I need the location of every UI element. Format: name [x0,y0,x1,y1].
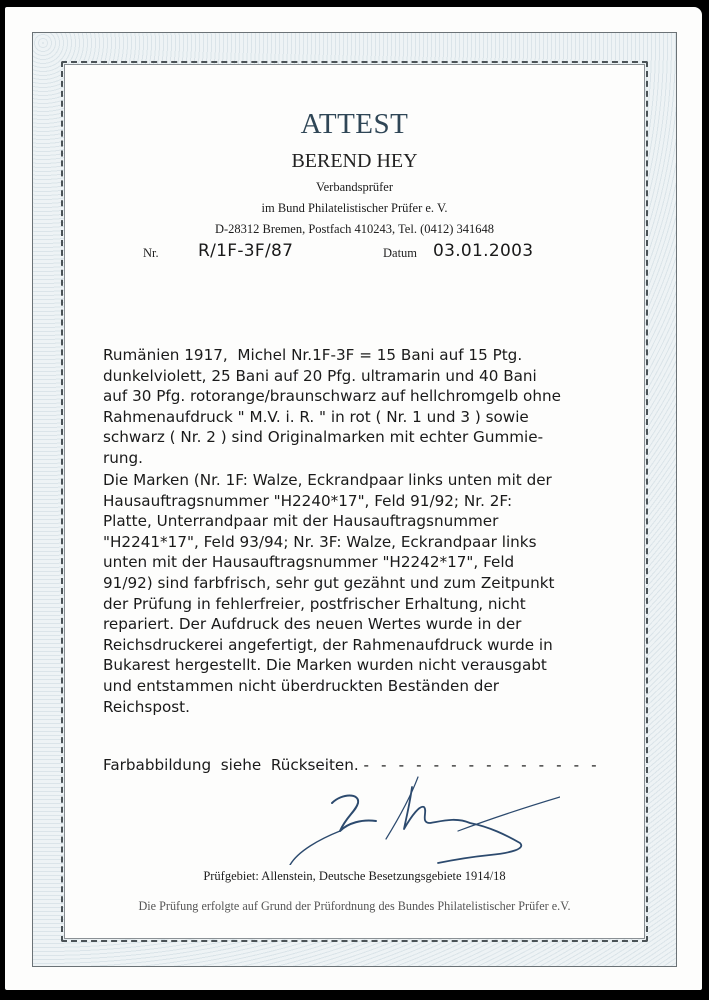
text-line: Reichspost. [103,697,190,716]
text-line: Rumänien 1917, Michel Nr.1F-3F = 15 Bani auf 15 Ptg. [103,346,523,364]
text-line: "H2241*17", Feld 93/94; Nr. 3F: Walze, Eckrandpaar links [103,532,537,551]
text-line: Reichsdruckerei angefertigt, der Rahmenaufdruck wurde in [103,635,553,654]
text-line: Hausauftragsnummer "H2240*17", Feld 91/92; Nr. 2F: [103,491,513,510]
signature-stroke [386,777,418,839]
text-line: Platte, Unterrandpaar mit der Hausauftragsnummer [103,512,499,531]
text-line: auf 30 Pfg. rotorange/braunschwarz auf hellchromgelb ohne [103,387,561,406]
nr-value: R/1F-3F/87 [198,241,294,261]
date-value: 03.01.2003 [433,241,534,261]
signature-stroke [332,796,376,832]
text-line: Bukarest hergestellt. Die Marken wurden nicht verausgabt [103,656,547,675]
examiner-name: BEREND HEY [291,150,418,172]
handwritten-signature [280,775,560,865]
date-label: Datum [383,246,418,260]
legal-note: Die Prüfung erfolgte auf Grund der Prüfordnung des Bundes Philatelistischer Prüfer e.V. [138,899,571,913]
text-line: unten mit der Hausauftragsnummer "H2242*17", Feld [103,553,515,572]
text-line: der Prüfung in fehlerfreier, postfrischer Erhaltung, nicht [103,594,526,613]
examiner-association: im Bund Philatelistischer Prüfer e. V. [261,201,448,215]
nr-label: Nr. [143,246,159,260]
text-line: dunkelviolett, 25 Bani auf 20 Pfg. ultramarin und 40 Bani [103,366,537,385]
signature-stroke [458,797,560,831]
text-line: repariert. Der Aufdruck des neuen Wertes wurde in der [103,615,522,634]
examiner-address: D-28312 Bremen, Postfach 410243, Tel. (0412) 341648 [214,222,495,236]
text-line: 91/92) sind farbfrisch, sehr gut gezähnt und zum Zeitpunkt [103,573,555,592]
text-line: und entstammen nicht überdruckten Beständen der [103,676,500,695]
text-line: rung. [103,448,143,467]
text-line: Die Marken (Nr. 1F: Walze, Eckrandpaar links unten mit der [103,471,552,489]
examiner-role: Verbandsprüfer [315,180,394,194]
description-paragraph [103,345,623,469]
text-line: Rahmenaufdruck " M.V. i. R. " in rot ( Nr. 1 und 3 ) sowie [103,407,529,426]
color-note-text: Farbabbildung siehe Rückseiten. [103,756,359,774]
color-illustration-note [103,755,623,776]
dash-fill: - - - - - - - - - - - - - - [363,756,601,774]
certificate-title: ATTEST [300,108,409,140]
signature-stroke [404,787,521,863]
condition-paragraph [103,470,623,717]
text-line: schwarz ( Nr. 2 ) sind Originalmarken mit echter Gummie- [103,428,544,447]
reference-line [0,240,709,266]
signature-stroke [290,831,340,865]
test-area: Prüfgebiet: Allenstein, Deutsche Besetzungsgebiete 1914/18 [203,869,506,883]
